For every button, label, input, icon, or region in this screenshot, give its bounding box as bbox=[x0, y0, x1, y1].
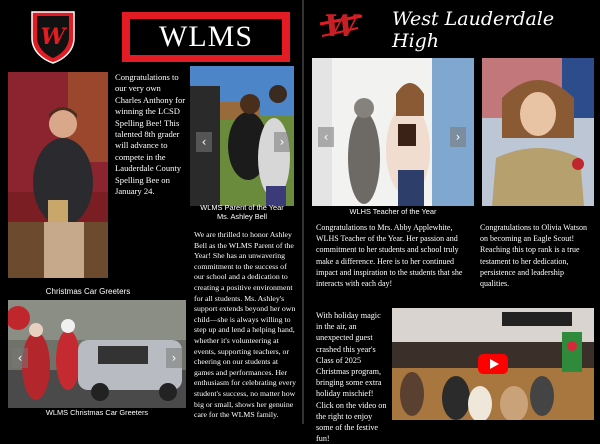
chevron-right-icon: › bbox=[455, 130, 461, 144]
parent-of-year-caption: WLMS Parent of the Year Ms. Ashley Bell bbox=[200, 203, 284, 221]
spelling-bee-photo bbox=[8, 72, 108, 278]
youtube-play-icon[interactable] bbox=[478, 354, 508, 374]
svg-text:W: W bbox=[324, 9, 358, 42]
greeters-heading: Christmas Car Greeters bbox=[45, 287, 131, 296]
teacher-of-year-caption: WLHS Teacher of the Year bbox=[349, 207, 437, 216]
car-greeters-photo bbox=[8, 300, 186, 408]
wlms-banner bbox=[122, 12, 290, 62]
spelling-bee-text: Congratulations to our very own Charles Anthony for winning the LCSD Spelling Bee! This talented 8th grader will advance to compete in the Lauderdale County Spelling Bee on January 24. bbox=[115, 72, 186, 197]
eagle-scout-text: Congratulations to Olivia Watson on becoming an Eagle Scout! Reaching this top rank is a true testament to her dedication, persistence and leadership qualities. bbox=[480, 223, 587, 289]
chevron-right-icon: › bbox=[171, 351, 177, 365]
teacher-photo-next-arrow[interactable] bbox=[450, 127, 466, 147]
car-greeters-caption: WLMS Christmas Car Greeters bbox=[45, 408, 149, 417]
svg-text:W: W bbox=[40, 24, 66, 50]
school-title: West Lauderdale High bbox=[392, 8, 555, 52]
teacher-of-year-text: Congratulations to Mrs. Abby Applewhite, WLHS Teacher of the Year. Her passion and commitment to her students and school truly make a difference. Here is to her continued impact and inspiration to the students that she interacts with each day! bbox=[316, 223, 463, 289]
chevron-left-icon: ‹ bbox=[17, 351, 23, 365]
wlms-banner-title: WLMS bbox=[130, 19, 282, 55]
eagle-scout-photo bbox=[482, 58, 594, 206]
wlhs-w-logo bbox=[318, 6, 364, 42]
greeters-photo-next-arrow[interactable] bbox=[166, 348, 182, 368]
parent-of-year-text: We are thrilled to honor Ashley Bell as the WLMS Parent of the Year! She has an unwavering commitment to the success of our school and a dedication to creating a positive environment for all students. Ms. Ashley's support extends beyond her own child—she is always willing to step up and lend a helping hand, whether it's volunteering at events, supporting teachers, or cheering on our students at games and performances. Her enthusiasm for celebrating every student's success, no matter how big or small, shows her genuine care for the WLMS family. bbox=[194, 230, 296, 420]
chevron-left-icon: ‹ bbox=[323, 130, 329, 144]
holiday-video-player[interactable] bbox=[392, 308, 594, 420]
chevron-left-icon: ‹ bbox=[201, 135, 207, 149]
holiday-program-text: With holiday magic in the air, an unexpected guest crashed this year's Class of 2025 Christmas program, bringing some extra holiday mischief! Click on the video on the right to enjoy some of the festive fun! bbox=[316, 311, 387, 444]
teacher-photo-prev-arrow[interactable] bbox=[318, 127, 334, 147]
chevron-right-icon: › bbox=[279, 135, 285, 149]
parent-photo-prev-arrow[interactable] bbox=[196, 132, 212, 152]
parent-photo-next-arrow[interactable] bbox=[274, 132, 290, 152]
wlms-shield-logo bbox=[28, 8, 78, 64]
greeters-photo-prev-arrow[interactable] bbox=[12, 348, 28, 368]
left-page bbox=[0, 0, 302, 424]
